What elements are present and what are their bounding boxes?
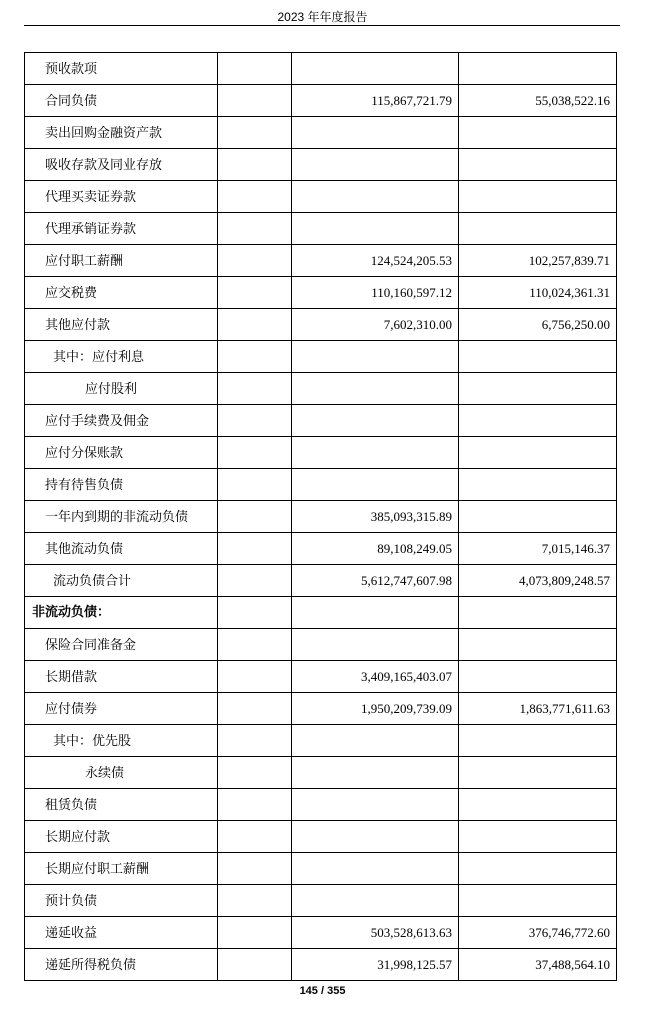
note-cell — [218, 885, 292, 917]
note-cell — [218, 181, 292, 213]
current-period-value — [292, 117, 459, 149]
row-label: 应付股利 — [25, 373, 218, 405]
note-cell — [218, 821, 292, 853]
row-label: 合同负债 — [25, 85, 218, 117]
table-row — [25, 821, 617, 853]
note-cell — [218, 469, 292, 501]
prior-period-value — [459, 213, 617, 245]
prior-period-value: 55,038,522.16 — [459, 85, 617, 117]
table-row — [25, 693, 617, 725]
current-period-value — [292, 853, 459, 885]
prior-period-value: 102,257,839.71 — [459, 245, 617, 277]
row-label: 永续债 — [25, 757, 218, 789]
table-row — [25, 53, 617, 85]
prior-period-value — [459, 757, 617, 789]
table-row — [25, 181, 617, 213]
current-period-value: 31,998,125.57 — [292, 949, 459, 981]
table-row — [25, 469, 617, 501]
note-cell — [218, 597, 292, 629]
note-cell — [218, 789, 292, 821]
row-label: 代理买卖证券款 — [25, 181, 218, 213]
current-period-value: 3,409,165,403.07 — [292, 661, 459, 693]
header-divider — [24, 25, 620, 26]
row-label: 长期应付款 — [25, 821, 218, 853]
prior-period-value: 1,863,771,611.63 — [459, 693, 617, 725]
current-period-value — [292, 405, 459, 437]
prior-period-value — [459, 661, 617, 693]
current-period-value: 124,524,205.53 — [292, 245, 459, 277]
row-label: 保险合同准备金 — [25, 629, 218, 661]
table-row — [25, 629, 617, 661]
row-label: 流动负债合计 — [25, 565, 218, 597]
table-row — [25, 597, 617, 629]
note-cell — [218, 149, 292, 181]
table-row — [25, 885, 617, 917]
prior-period-value: 4,073,809,248.57 — [459, 565, 617, 597]
current-period-value — [292, 821, 459, 853]
current-period-value — [292, 53, 459, 85]
row-label: 其中：优先股 — [25, 725, 218, 757]
current-period-value: 89,108,249.05 — [292, 533, 459, 565]
current-period-value — [292, 725, 459, 757]
prior-period-value — [459, 597, 617, 629]
prior-period-value: 7,015,146.37 — [459, 533, 617, 565]
table-row — [25, 149, 617, 181]
note-cell — [218, 117, 292, 149]
current-period-value — [292, 469, 459, 501]
page-header: 2023 年年度报告 — [277, 10, 368, 24]
note-cell — [218, 437, 292, 469]
note-cell — [218, 341, 292, 373]
current-period-value: 7,602,310.00 — [292, 309, 459, 341]
row-label: 递延收益 — [25, 917, 218, 949]
note-cell — [218, 213, 292, 245]
table-row — [25, 725, 617, 757]
row-label: 代理承销证券款 — [25, 213, 218, 245]
row-label: 预计负债 — [25, 885, 218, 917]
table-row — [25, 757, 617, 789]
row-label: 预收款项 — [25, 53, 218, 85]
note-cell — [218, 405, 292, 437]
row-label: 一年内到期的非流动负债 — [25, 501, 218, 533]
note-cell — [218, 277, 292, 309]
table-row — [25, 85, 617, 117]
row-label: 持有待售负债 — [25, 469, 218, 501]
current-period-value — [292, 629, 459, 661]
table-row — [25, 245, 617, 277]
note-cell — [218, 757, 292, 789]
prior-period-value — [459, 821, 617, 853]
table-row — [25, 309, 617, 341]
current-period-value — [292, 789, 459, 821]
prior-period-value — [459, 501, 617, 533]
prior-period-value: 37,488,564.10 — [459, 949, 617, 981]
section-heading: 非流动负债： — [25, 597, 218, 629]
prior-period-value — [459, 437, 617, 469]
prior-period-value — [459, 373, 617, 405]
row-label: 其中：应付利息 — [25, 341, 218, 373]
table-row — [25, 661, 617, 693]
row-label: 租赁负债 — [25, 789, 218, 821]
current-period-value: 115,867,721.79 — [292, 85, 459, 117]
row-label: 递延所得税负债 — [25, 949, 218, 981]
note-cell — [218, 501, 292, 533]
table-row — [25, 565, 617, 597]
table-row — [25, 949, 617, 981]
current-period-value — [292, 437, 459, 469]
current-period-value: 110,160,597.12 — [292, 277, 459, 309]
table-row — [25, 533, 617, 565]
current-period-value — [292, 757, 459, 789]
row-label: 其他流动负债 — [25, 533, 218, 565]
current-period-value — [292, 149, 459, 181]
table-row — [25, 213, 617, 245]
current-period-value — [292, 597, 459, 629]
current-period-value: 5,612,747,607.98 — [292, 565, 459, 597]
table-row — [25, 341, 617, 373]
page-number: 145 / 355 — [299, 985, 346, 997]
table-row — [25, 917, 617, 949]
note-cell — [218, 309, 292, 341]
row-label: 长期借款 — [25, 661, 218, 693]
balance-sheet-table — [24, 52, 617, 981]
current-period-value — [292, 213, 459, 245]
table-row — [25, 117, 617, 149]
table-row — [25, 853, 617, 885]
prior-period-value — [459, 853, 617, 885]
prior-period-value — [459, 53, 617, 85]
note-cell — [218, 917, 292, 949]
prior-period-value: 376,746,772.60 — [459, 917, 617, 949]
row-label: 其他应付款 — [25, 309, 218, 341]
prior-period-value — [459, 117, 617, 149]
row-label: 长期应付职工薪酬 — [25, 853, 218, 885]
table-row — [25, 373, 617, 405]
table-row — [25, 277, 617, 309]
note-cell — [218, 533, 292, 565]
note-cell — [218, 565, 292, 597]
note-cell — [218, 949, 292, 981]
prior-period-value — [459, 405, 617, 437]
table-row — [25, 405, 617, 437]
prior-period-value — [459, 629, 617, 661]
prior-period-value — [459, 149, 617, 181]
prior-period-value — [459, 469, 617, 501]
prior-period-value — [459, 885, 617, 917]
note-cell — [218, 53, 292, 85]
row-label: 吸收存款及同业存放 — [25, 149, 218, 181]
row-label: 应交税费 — [25, 277, 218, 309]
note-cell — [218, 853, 292, 885]
prior-period-value — [459, 181, 617, 213]
current-period-value — [292, 373, 459, 405]
note-cell — [218, 85, 292, 117]
note-cell — [218, 373, 292, 405]
prior-period-value — [459, 341, 617, 373]
note-cell — [218, 245, 292, 277]
row-label: 卖出回购金融资产款 — [25, 117, 218, 149]
row-label: 应付手续费及佣金 — [25, 405, 218, 437]
current-period-value — [292, 181, 459, 213]
prior-period-value: 110,024,361.31 — [459, 277, 617, 309]
table-row — [25, 789, 617, 821]
current-period-value: 1,950,209,739.09 — [292, 693, 459, 725]
prior-period-value: 6,756,250.00 — [459, 309, 617, 341]
note-cell — [218, 725, 292, 757]
table-row — [25, 501, 617, 533]
row-label: 应付职工薪酬 — [25, 245, 218, 277]
current-period-value: 503,528,613.63 — [292, 917, 459, 949]
prior-period-value — [459, 789, 617, 821]
prior-period-value — [459, 725, 617, 757]
note-cell — [218, 629, 292, 661]
table-row — [25, 437, 617, 469]
row-label: 应付分保账款 — [25, 437, 218, 469]
current-period-value: 385,093,315.89 — [292, 501, 459, 533]
current-period-value — [292, 341, 459, 373]
row-label: 应付债券 — [25, 693, 218, 725]
current-period-value — [292, 885, 459, 917]
note-cell — [218, 693, 292, 725]
note-cell — [218, 661, 292, 693]
